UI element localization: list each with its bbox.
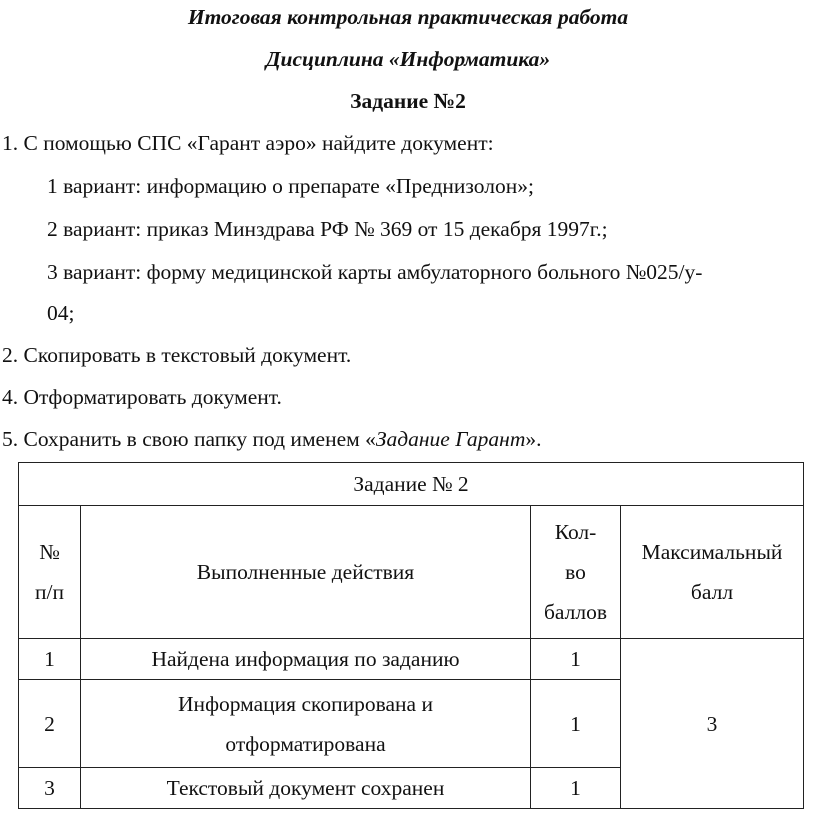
header-number xyxy=(19,506,81,639)
variant-2: 2 вариант: приказ Минздрава РФ № 369 от 15 декабря 1997г.; xyxy=(47,217,608,241)
variant-1: 1 вариант: информацию о препарате «Преднизолон»; xyxy=(47,174,534,198)
header-max-line-1: Максимальный xyxy=(641,540,783,564)
header-actions: Выполненные действия xyxy=(81,506,531,639)
discipline-title: Дисциплина «Информатика» xyxy=(265,47,551,71)
header-count-line-1: Кол- xyxy=(554,520,597,544)
header-count-line-3: баллов xyxy=(543,600,608,624)
row-action xyxy=(81,680,531,768)
header-max-line-2: балл xyxy=(690,580,734,604)
item-5-suffix: ». xyxy=(525,427,542,451)
header-max-score xyxy=(621,506,804,639)
instruction-item-4: 4. Отформатировать документ. xyxy=(2,385,282,409)
item-5-prefix: 5. Сохранить в свою папку под именем « xyxy=(2,427,376,451)
item-5-filename: Задание Гарант xyxy=(375,427,526,451)
row-points: 1 xyxy=(531,680,621,768)
table-row xyxy=(19,639,804,680)
header-count xyxy=(531,506,621,639)
variant-3-line-2: 04; xyxy=(47,301,75,325)
row-points: 1 xyxy=(531,768,621,809)
table-caption: Задание № 2 xyxy=(19,463,804,506)
header-number-line-1: № xyxy=(39,540,60,564)
header-number-line-2: п/п xyxy=(35,580,64,604)
header-count-line-2: во xyxy=(565,560,586,584)
row-number: 3 xyxy=(19,768,81,809)
instruction-item-1: 1. С помощью СПС «Гарант аэро» найдите документ: xyxy=(2,131,494,155)
max-score-value: 3 xyxy=(621,639,804,809)
row-action: Текстовый документ сохранен xyxy=(81,768,531,809)
instruction-item-2: 2. Скопировать в текстовый документ. xyxy=(2,343,352,367)
row-number: 1 xyxy=(19,639,81,680)
row-points: 1 xyxy=(531,639,621,680)
grading-table xyxy=(18,462,804,809)
instruction-item-5 xyxy=(2,426,542,452)
row-action: Найдена информация по заданию xyxy=(81,639,531,680)
row-number: 2 xyxy=(19,680,81,768)
row-action-line-1: Информация скопирована и xyxy=(178,691,433,716)
variant-3-line-1: 3 вариант: форму медицинской карты амбулаторного больного №025/у- xyxy=(47,260,703,284)
task-title: Задание №2 xyxy=(350,89,466,113)
document-title: Итоговая контрольная практическая работа xyxy=(187,5,629,29)
row-action-line-2: отформатирована xyxy=(225,731,386,756)
